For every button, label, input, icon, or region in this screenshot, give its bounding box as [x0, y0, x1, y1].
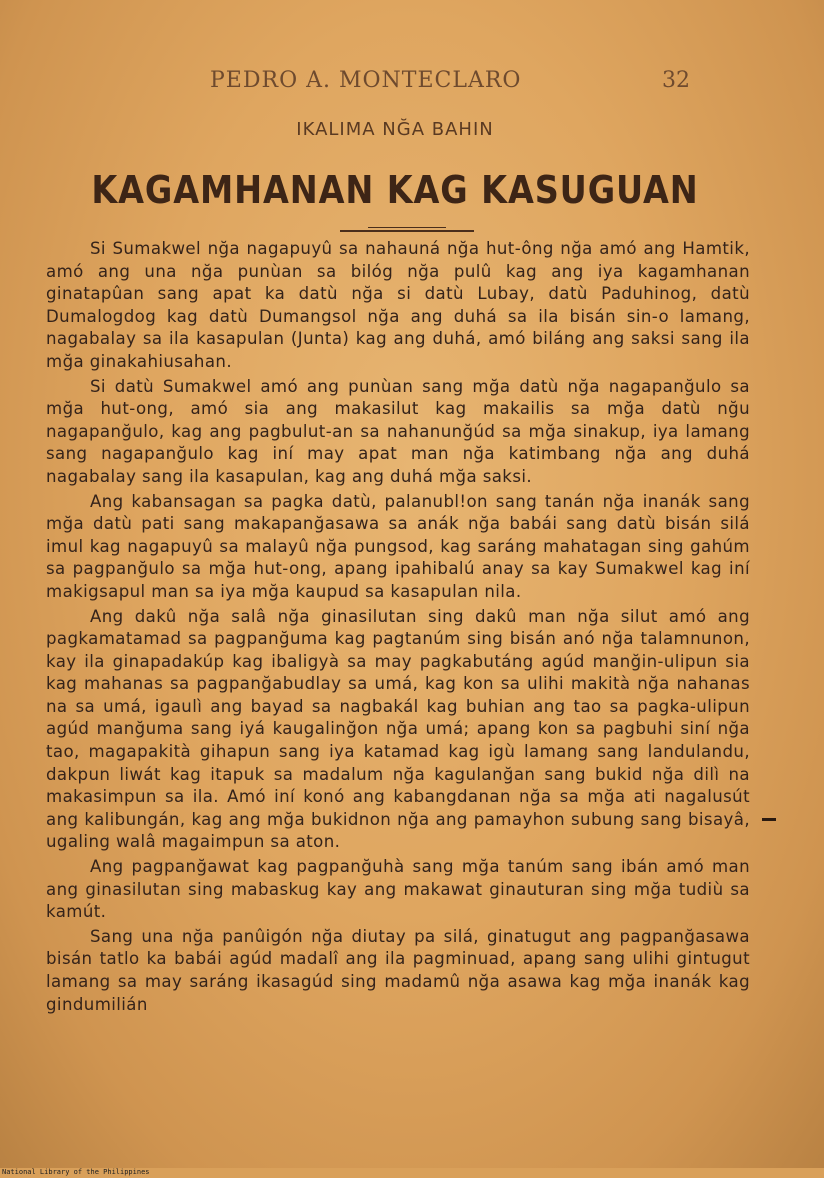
- paragraph-4: Ang dakû nğa salâ nğa ginasilutan sing dakû man nğa silut amó ang pagkamatamad sa pagpanğuma kag pagtanúm sing bisán anó nğa talamnunon, kay ila ginapadakúp kag ibaligyà sa may pagkabutáng agúd manğin-ulipun sia kag mahanas sa pagpanğabudlay sa umá, kag kon sa ulihi makità nğa nahanas na sa umá, igaulì ang bayad sa nagbakál kag buhian ang tao sa pagka-ulipun agúd manğuma sang iyá kaugalinğon nğa umá; apang kon sa pagbuhi siní nğa tao, magapakità gihapun sang iya katamad kag igù lamang sang landulandu, dakpun liwát kag itapuk sa madalum nğa kagulanğan sang bukid nğa dilì na makasimpun sa ila. Amó iní konó ang kabangdanan nğa sa mğa ati nagalusút ang kalibungán, kag ang mğa bukidnon nğa ang pamayhon subung sang bisayâ, ugaling walâ magaimpun sa aton.: [46, 606, 750, 852]
- body-text: [46, 238, 750, 1018]
- paragraph-3: Ang kabansagan sa pagka datù, palanubl!on sang tanán nğa inanák sang mğa datù pati sang makapanğasawa sa anák nğa babái sang datù bisán silá imul kag nagapuyû sa malayû nğa pungsod, kag saráng mahatagan sing gahúm sa pagpanğulo sa mğa hut-ong, apang ipahibalú anay sa kay Sumakwel kag iní makigsapul man sa iya mğa kaupud sa kasapulan nila.: [46, 491, 750, 601]
- library-credit: National Library of the Philippines: [2, 1168, 150, 1176]
- chapter-label: IKALIMA NĞA BAHIN: [296, 119, 494, 140]
- running-head: PEDRO A. MONTECLARO: [210, 68, 522, 93]
- margin-mark: [762, 818, 776, 821]
- paragraph-6: Sang una nğa panûigón nğa diutay pa silá, ginatugut ang pagpanğasawa bisán tatlo ka babái agúd madalî ang ila pagminuad, apang sang ulihi gintugut lamang sa may saráng ikasagúd sing madamû nğa asawa kag mğa inanák kag gindumilián: [46, 926, 750, 1014]
- chapter-title: KAGAMHANAN KAG KASUGUAN: [91, 168, 699, 212]
- page-header: [210, 68, 690, 98]
- title-rule: [340, 230, 474, 232]
- paragraph-1: Si Sumakwel nğa nagapuyû sa nahauná nğa hut-ông nğa amó ang Hamtik, amó ang una nğa punùan sa bilóg nğa pulû kag ang iya kagamhanan ginatapûan sang apat ka datù nğa si datù Lubay, datù Paduhinog, datù Dumalogdog kag datù Dumangsol nğa ang duhá sa ila bisán sin-o lamang, nagabalay sa ila kasapulan (Junta) kag ang duhá, amó biláng ang saksi sang ila mğa ginakahiusahan.: [46, 239, 750, 371]
- paragraph-2: Si datù Sumakwel amó ang punùan sang mğa datù nğa nagapanğulo sa mğa hut-ong, amó sia ang makasilut kag makailis sa mğa datù nğu nagapanğulo, kag ang pagbulut-an sa nahanunğúd sa mğa sinakup, iya lamang sang nagapanğulo kag iní may apat man nğa katimbang nğa ang duhá nagabalay sang ila kasapulan, kag ang duhá mğa saksi.: [46, 376, 750, 486]
- page-number: 32: [662, 68, 690, 93]
- paragraph-5: Ang pagpanğawat kag pagpanğuhà sang mğa tanúm sang ibán amó man ang ginasilutan sing mabaskug kay ang makawat ginauturan sing mğa tudiù sa kamút.: [46, 857, 750, 922]
- title-rule-upper: [368, 227, 446, 228]
